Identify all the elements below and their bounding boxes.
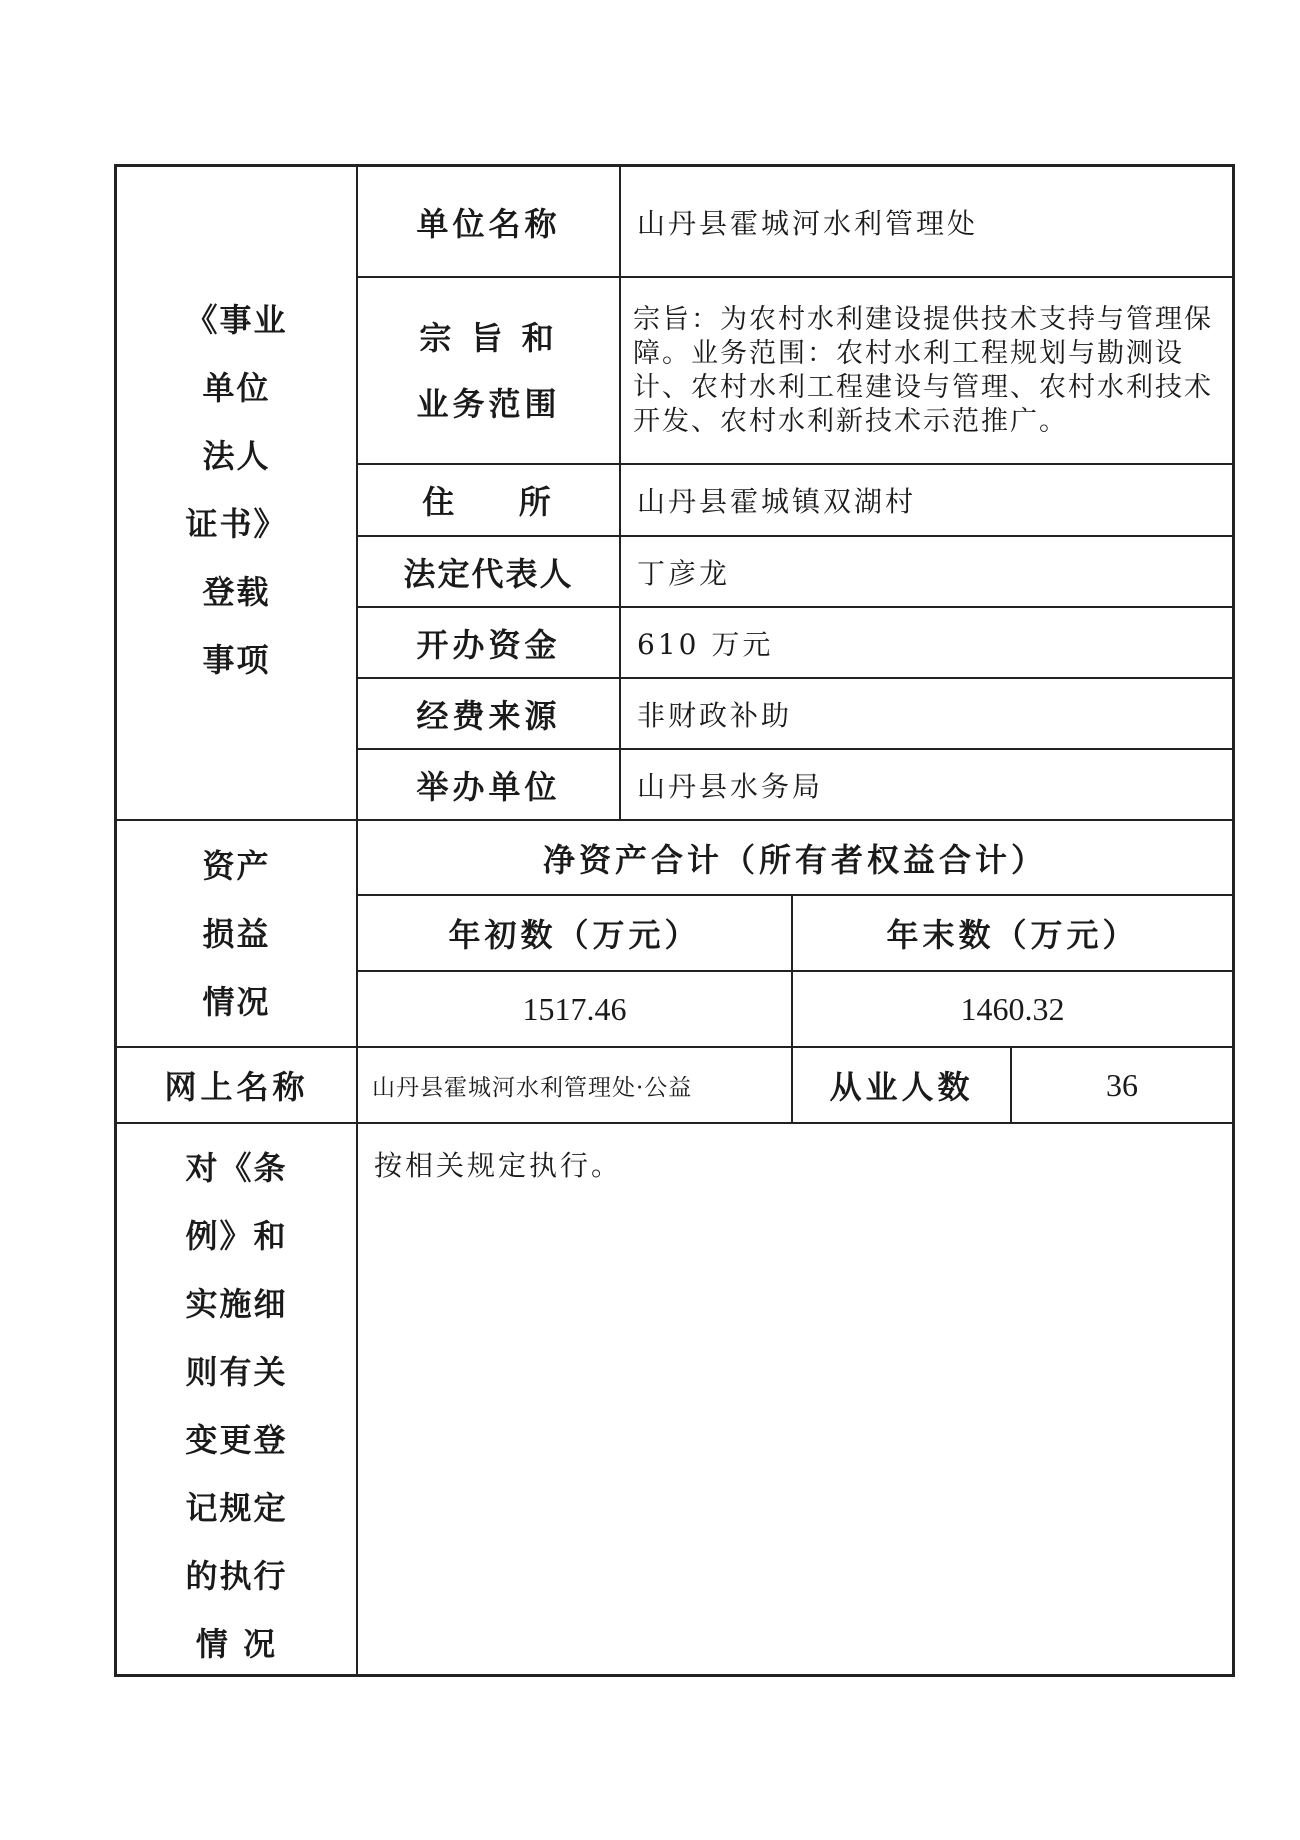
funding-source-label: 经费来源 [416,696,561,735]
unit-name-value: 山丹县霍城河水利管理处 [637,206,979,240]
regulation-side-label [117,1124,356,1674]
purpose-scope-label [358,278,619,463]
assets-side-label-line: 情况 [202,982,271,1021]
purpose-scope-label-line: 业务范围 [416,384,561,423]
funding-source-value: 非财政补助 [637,698,793,732]
regulation-label-line: 变更登 [185,1421,288,1459]
unit-name-label: 单位名称 [416,204,561,243]
staff-count-value: 36 [1106,1066,1138,1103]
address-value: 山丹县霍城镇双湖村 [637,485,917,518]
side-label-line: 证书》 [185,505,288,543]
purpose-scope-label-line: 宗 旨 和 [419,318,558,357]
online-name-value: 山丹县霍城河水利管理处·公益 [372,1074,693,1101]
purpose-scope-value: 宗旨：为农村水利建设提供技术支持与管理保障。业务范围：农村水利工程规划与勘测设计、农村水利工程建设与管理、农村水利技术开发、农村水利新技术示范推广。 [633,303,1213,437]
regulation-label-line: 对《条 [185,1149,288,1187]
capital-value: 610 万元 [637,627,774,661]
regulation-label-line: 的执行 [185,1557,288,1595]
begin-year-header: 年初数（万元） [448,916,701,954]
regulation-label-line: 记规定 [185,1489,288,1527]
online-name-label: 网上名称 [164,1068,309,1106]
table-border-bottom [114,1674,1235,1677]
side-label-line: 《事业 [185,301,288,339]
side-label-line: 单位 [202,369,271,407]
table-border-right [1232,164,1235,1677]
sponsor-unit-label: 举办单位 [416,767,561,806]
certificate-side-label [117,280,356,700]
assets-side-label-line: 损益 [202,914,271,953]
regulation-value: 按相关规定执行。 [374,1149,623,1182]
legal-rep-label: 法定代表人 [403,554,574,593]
assets-side-label [117,821,356,1046]
regulation-label-line: 实施细 [185,1285,288,1323]
end-year-value: 1460.32 [960,990,1065,1027]
side-label-line: 登载 [202,573,271,611]
address-label: 住 所 [422,483,555,521]
sponsor-unit-value: 山丹县水务局 [637,769,824,803]
begin-year-value: 1517.46 [522,990,627,1027]
end-year-header: 年末数（万元） [886,916,1139,954]
regulation-label-line: 情 况 [195,1625,278,1663]
side-label-line: 事项 [202,641,271,679]
net-assets-header: 净资产合计（所有者权益合计） [542,840,1047,879]
staff-count-label: 从业人数 [829,1068,974,1106]
side-label-line: 法人 [202,437,271,475]
assets-side-label-line: 资产 [202,846,271,885]
legal-rep-value: 丁彦龙 [637,556,731,590]
regulation-label-line: 例》和 [185,1217,288,1255]
capital-label: 开办资金 [416,625,561,664]
regulation-label-line: 则有关 [185,1353,288,1391]
